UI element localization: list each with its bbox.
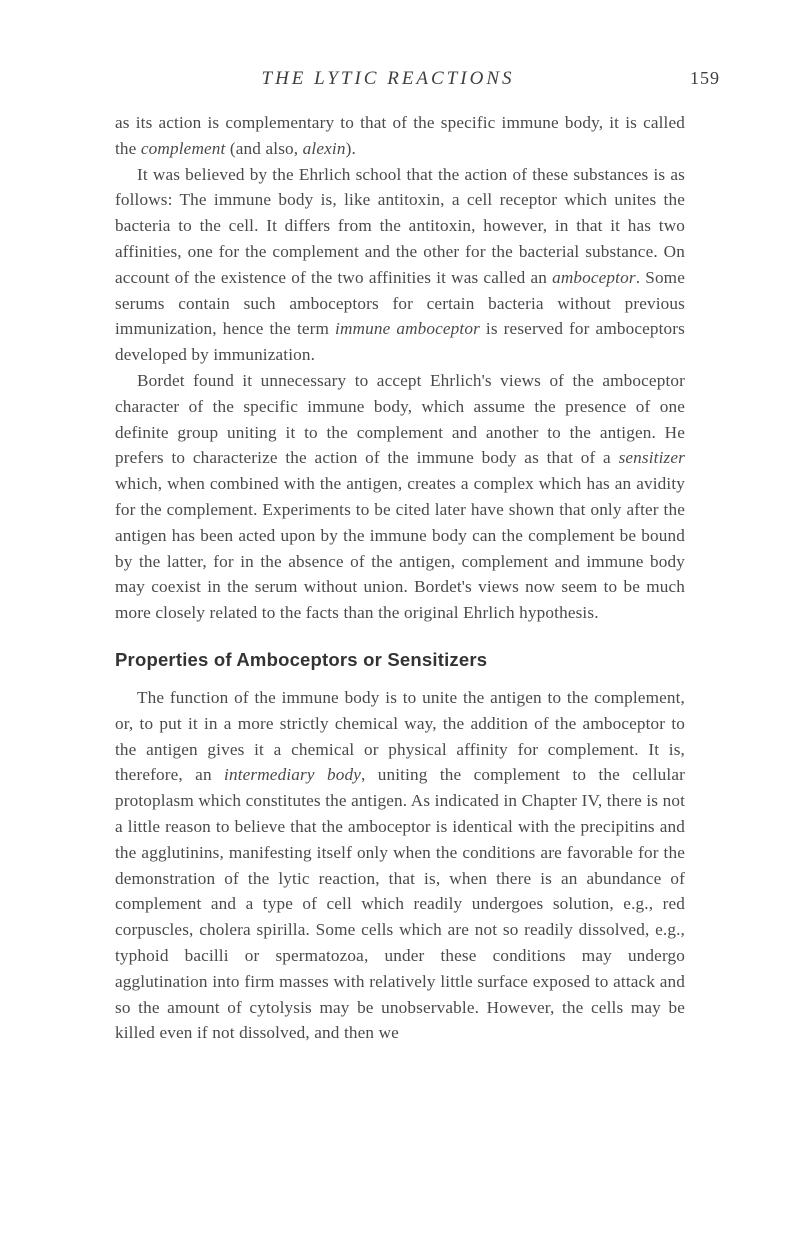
running-head: THE LYTIC REACTIONS — [261, 68, 515, 89]
term-immune-amboceptor: immune amboceptor — [335, 319, 480, 339]
text-run: (and also, — [225, 138, 303, 158]
text-run: ). — [345, 138, 356, 158]
paragraph-bordet-view — [115, 368, 685, 626]
term-intermediary-body: intermediary body — [224, 765, 361, 785]
term-complement: complement — [140, 138, 226, 158]
text-run: which, when combined with the antigen, creates a complex which has an avidity for the complement. Experiments to be cited later have shown that only after the antigen has been acted upon by the immune body can the complement be bound by the latter, for in the absence of the antigen, complement and immune body may coexist in the serum without union. Bordet's views now seem to be much more closely related to the facts than the original Ehrlich hypothesis. — [115, 474, 685, 623]
text-run: The function of the immune body is to unite the antigen to the complement, or, to put it in a more strictly chemical way, the addition of the amboceptor to the antigen gives it a chemical or physical affinity for complement. It is, therefore, an — [115, 687, 685, 785]
text-run: Bordet found it unnecessary to accept Ehrlich's views of the amboceptor character of the specific immune body, which assume the presence of one definite group uniting it to the complement and another to the antigen. He prefers to characterize the action of the immune body as that of a — [115, 370, 685, 468]
term-amboceptor: amboceptor — [552, 267, 636, 287]
text-run: as its action is complementary to that of the specific immune body, it is called the — [115, 113, 685, 158]
page-number: 159 — [690, 68, 720, 88]
body-text — [115, 110, 685, 1046]
term-alexin: alexin — [302, 138, 346, 158]
text-run: , uniting the complement to the cellular protoplasm which constitutes the antigen. As indicated in Chapter IV, there is not a little reason to believe that the amboceptor is identical with the precipitins and the agglutinins, manifesting itself only when the conditions are favorable for the demonstration of the lytic reaction, that is, when there is an abundance of complement and a type of cell which readily undergoes solution, e.g., red corpuscles, cholera spirilla. Some cells which are not so readily dissolved, e.g., typhoid bacilli or spermatozoa, under these conditions may undergo agglutination into firm masses with relatively little surface exposed to attack and so the amount of cytolysis may be unobservable. However, the cells may be killed even if not dissolved, and then we — [115, 765, 685, 1043]
text-run: is reserved for amboceptors developed by immunization. — [115, 319, 686, 365]
paragraph-amboceptor-properties — [115, 685, 685, 1046]
section-heading: Properties of Amboceptors or Sensitizers — [115, 648, 488, 670]
text-run: It was believed by the Ehrlich school that the action of these substances is as follows: The immune body is, like antitoxin, a cell receptor which unites the bacteria to the cell. It differs from the antitoxin, however, in that it has two affinities, one for the complement and the other for the bacterial substance. On account of the existence of the two affinities it was called an — [115, 164, 685, 287]
paragraph-ehrlich-theory — [115, 162, 685, 368]
text-run: . Some serums contain such amboceptors for certain bacteria without previous immunization, hence the term — [115, 267, 685, 339]
term-sensitizer: sensitizer — [618, 448, 685, 468]
paragraph-continuation — [115, 110, 685, 162]
